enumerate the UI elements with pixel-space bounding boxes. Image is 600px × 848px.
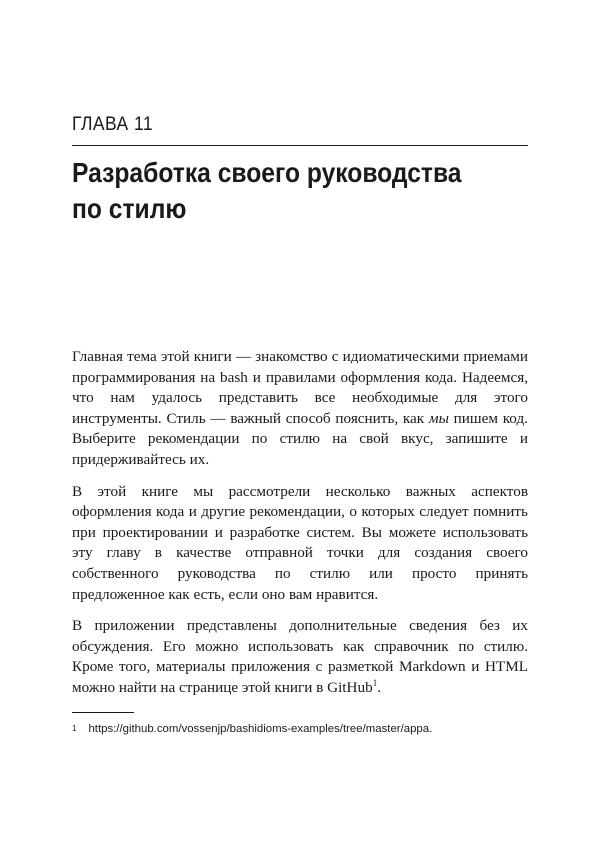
paragraph-3: [72, 616, 528, 698]
paragraph-3-text: В приложении представлены дополнительные сведения без их обсуждения. Его можно использовать как справочник по стилю. Кроме того, материалы приложения с разметкой Markdown и HTML можно найти на странице этой книги в GitHub: [72, 617, 528, 696]
paragraph-3-end: .: [377, 678, 381, 696]
footnote-mark: 1: [72, 724, 77, 733]
chapter-divider: [72, 145, 528, 146]
paragraph-1: [72, 347, 528, 471]
chapter-label: ГЛАВА 11: [72, 114, 154, 135]
paragraph-1-emphasis: мы: [428, 409, 449, 427]
footnote: [72, 722, 532, 736]
paragraph-1-text-start: Главная тема этой книги — знакомство с идиоматическими приемами программирования на bash и правилами оформления кода. Надеемся, что нам удалось представить все необходимые для этого инструменты. Стиль — важный способ пояснить, как: [72, 348, 528, 427]
footnote-url[interactable]: https://github.com/vossenjp/bashidioms-examples/tree/master/appa.: [88, 723, 433, 735]
footnote-reference[interactable]: 1: [372, 677, 378, 688]
paragraph-1-text-end: пишем код. Выберите рекомендации по стилю на свой вкус, запишите и придерживайтесь их.: [72, 409, 528, 468]
chapter-body: [72, 347, 528, 710]
paragraph-2: В этой книге мы рассмотрели несколько важных аспектов оформления кода и другие рекомендации, о которых следует помнить при проектировании и разработке систем. Вы можете использовать эту главу в качестве отправной точки для создания своего собственного руководства по стилю или просто принять предложенное как есть, если оно вам нравится.: [72, 482, 528, 603]
footnote-divider: [72, 712, 134, 713]
chapter-title: Разработка своего руководства по стилю: [72, 157, 462, 224]
